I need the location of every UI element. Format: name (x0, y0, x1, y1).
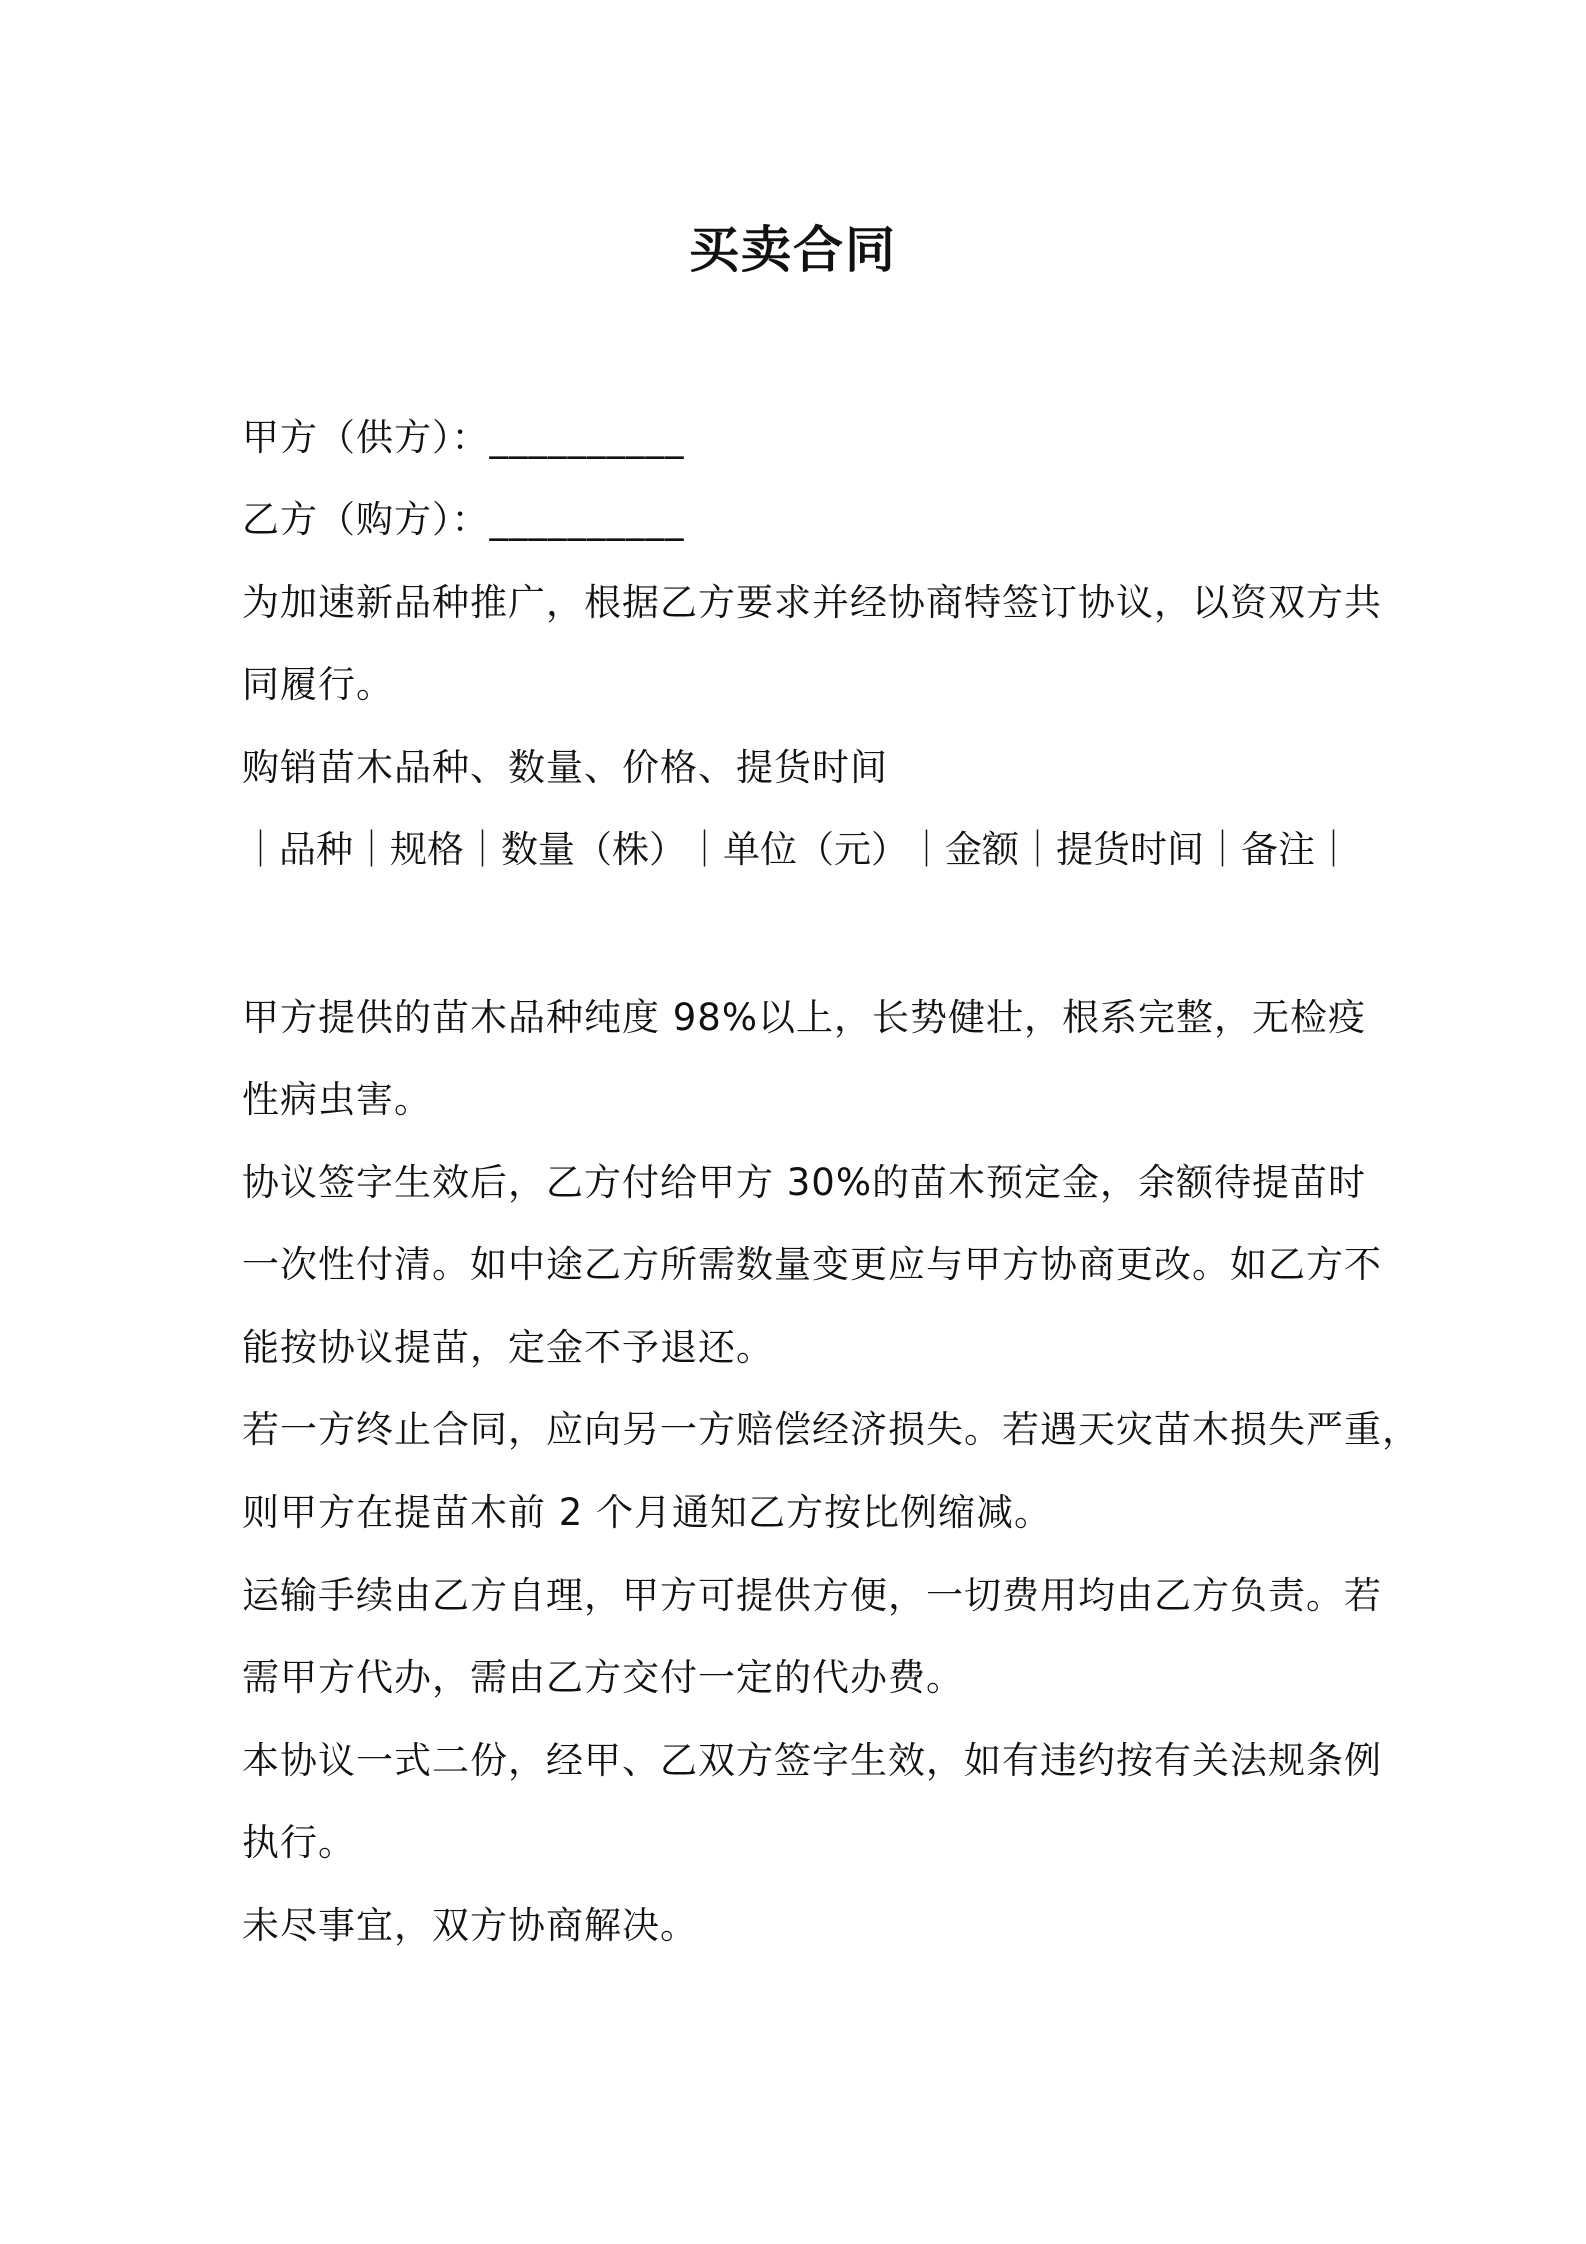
clause-line-5: 能按协议提苗，定金不予退还。 (242, 1326, 774, 1369)
party-b-line: 乙方（购方）：__________ (242, 498, 685, 541)
intro-line-1: 为加速新品种推广，根据乙方要求并经协商特签订协议，以资双方共 (242, 581, 1382, 624)
clause-line-7: 则甲方在提苗木前 2 个月通知乙方按比例缩减。 (242, 1491, 1053, 1534)
clause-line-4: 一次性付清。如中途乙方所需数量变更应与甲方协商更改。如乙方不 (242, 1243, 1382, 1286)
clause-line-8: 运输手续由乙方自理，甲方可提供方便，一切费用均由乙方负责。若 (242, 1574, 1382, 1617)
clause-line-6: 若一方终止合同，应向另一方赔偿经济损失。若遇天灾苗木损失严重， (242, 1408, 1420, 1451)
clause-line-3: 协议签字生效后，乙方付给甲方 30%的苗木预定金，余额待提苗时 (242, 1161, 1366, 1204)
contract-title: 买卖合同 (689, 221, 897, 279)
clause-line-12: 未尽事宜，双方协商解决。 (242, 1904, 698, 1947)
clause-line-1: 甲方提供的苗木品种纯度 98%以上，长势健壮，根系完整，无检疫 (242, 996, 1366, 1039)
clause-line-11: 执行。 (242, 1821, 356, 1864)
intro-line-2: 同履行。 (242, 663, 394, 706)
clause-line-9: 需甲方代办，需由乙方交付一定的代办费。 (242, 1656, 964, 1699)
section-heading: 购销苗木品种、数量、价格、提货时间 (242, 746, 888, 789)
party-a-line: 甲方（供方）：__________ (242, 416, 685, 459)
table-header-row: ｜品种｜规格｜数量（株）｜单位（元）｜金额｜提货时间｜备注｜ (242, 828, 1352, 871)
clause-line-10: 本协议一式二份，经甲、乙双方签字生效，如有违约按有关法规条例 (242, 1739, 1382, 1782)
clause-line-2: 性病虫害。 (242, 1078, 432, 1121)
